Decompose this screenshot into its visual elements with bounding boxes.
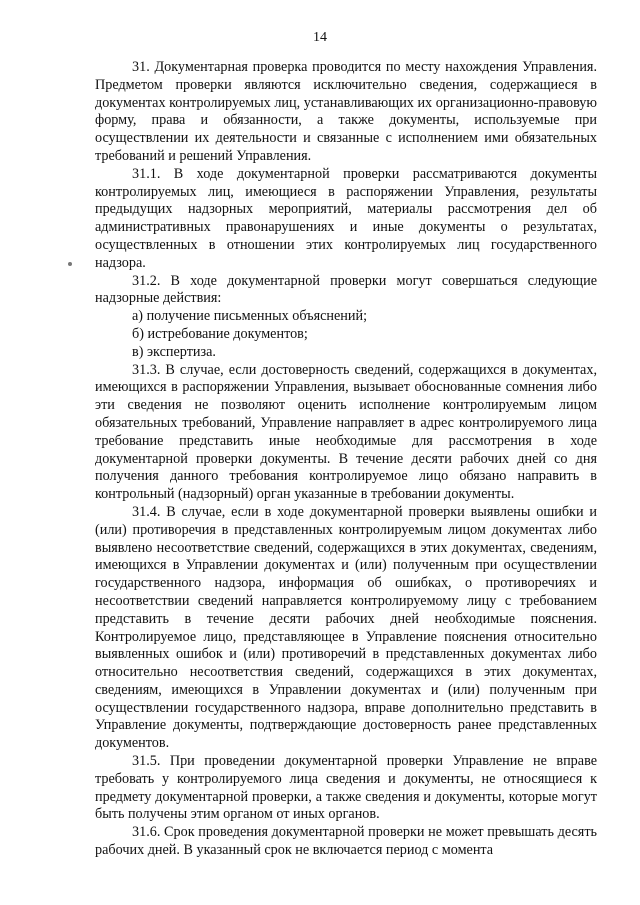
paragraph-31-5: 31.5. При проведении документарной проверки Управление не вправе требовать у контролируемого лица сведения и документы, не относящиеся к предмету документарной проверки, а также сведения и документы, которые могут быть получены этим органом от иных органов.: [95, 753, 597, 823]
document-body: [95, 59, 597, 860]
paragraph-31-6: 31.6. Срок проведения документарной проверки не может превышать десять рабочих дней. В указанный срок не включается период с момента: [95, 824, 597, 859]
margin-mark: [68, 262, 72, 266]
list-item-a: а) получение письменных объяснений;: [132, 308, 368, 325]
paragraph-31-2: 31.2. В ходе документарной проверки могут совершаться следующие надзорные действия:: [95, 272, 597, 307]
paragraph-31-3: 31.3. В случае, если достоверность сведений, содержащихся в документах, имеющихся в распоряжении Управления, вызывает обоснованные сомнения либо эти сведения не позволяют оценить исполнение контролируемым лицом обязательных требований, Управление направляет в адрес контролируемого лица требование представить иные необходимые для рассмотрения в ходе документарной проверки документы. В течение десяти рабочих дней со дня получения данного требования контролируемое лицо обязано направить в контрольный (надзорный) орган указанные в требовании документы.: [95, 361, 597, 503]
paragraph-31: 31. Документарная проверка проводится по месту нахождения Управления. Предметом проверки являются исключительно сведения, содержащиеся в документах контролируемых лиц, устанавливающих их организационно-правовую форму, права и обязанности, а также документы, используемые при осуществлении их деятельности и связанные с исполнением ими обязательных требований и решений Управления.: [95, 59, 597, 164]
paragraph-31-1: 31.1. В ходе документарной проверки рассматриваются документы контролируемых лиц, имеющиеся в распоряжении Управления, результаты предыдущих надзорных мероприятий, материалы рассмотрения дел об административных правонарушениях и иные документы о результатах, осуществленных в отношении этих контролируемых лиц государственного надзора.: [95, 165, 597, 271]
list-item-b: б) истребование документов;: [132, 325, 308, 342]
page-number: 14: [313, 30, 327, 45]
paragraph-31-4: 31.4. В случае, если в ходе документарной проверки выявлены ошибки и (или) противоречия в представленных контролируемым лицом документах либо выявлено несоответствие сведений, содержащихся в этих документах, сведениям, имеющихся в Управлении документах и (или) полученным при осуществлении государственного надзора, информация об ошибках, о противоречиях и несоответствии сведений направляется контролируемому лицу с требованием представить в течение десяти рабочих дней необходимые пояснения. Контролируемое лицо, представляющее в Управление пояснения относительно выявленных ошибок и (или) противоречий в представленных документах либо относительно несоответствия сведений, содержащихся в этих документах, сведениям, имеющихся в Управлении документах и (или) полученным при осуществлении государственного надзора, вправе дополнительно представить в Управление документы, подтверждающие достоверность ранее представленных документов.: [95, 503, 597, 752]
list-item-c: в) экспертиза.: [132, 343, 216, 360]
